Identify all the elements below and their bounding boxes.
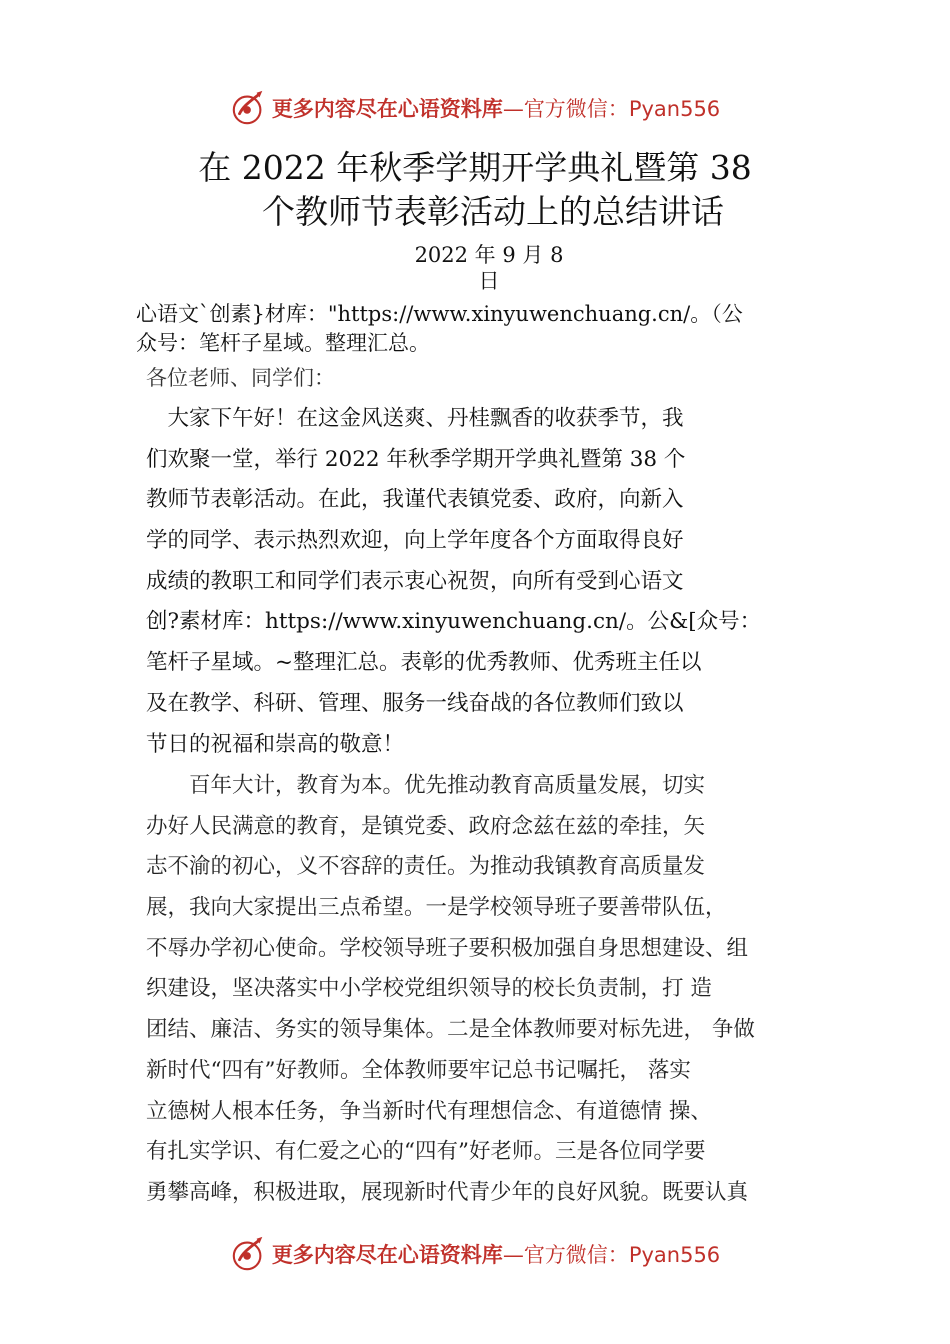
banner-wechat-id: Pyan556 [628,1243,721,1267]
banner-brand: 更多内容尽在心语资料库 [271,97,503,121]
paragraph-line: 节日的祝福和崇高的敬意！ [146,731,405,757]
banner-text [272,93,720,123]
header-banner [0,84,950,132]
brand-logo-icon [230,89,268,127]
paragraph-line: 展，我向大家提出三点希望。一是学校领导班子要善带队伍， [146,895,727,921]
paragraph-2 [146,766,846,1214]
paragraph-line: 志不渝的初心，义不容辞的责任。为推动我镇教育高质量发 [146,854,706,880]
banner-wechat-label: 官方微信： [523,1243,629,1267]
source-note-line-1: 心语文`创素}材库："https://www.xinyuwenchuang.cn/。（公 [136,302,743,326]
paragraph-line: 不辱办学初心使命。学校领导班子要积极加强自身思想建设、组 [146,935,749,961]
document-date-line-2: 日 [478,269,500,293]
banner-separator: — [502,97,524,121]
paragraph-line: 立德树人根本任务，争当新时代有理想信念、有道德情 操、 [146,1098,712,1124]
source-note-line-2: 众号：笔杆子星域。整理汇总。 [136,331,430,355]
paragraph-line: 办好人民满意的教育，是镇党委、政府念兹在兹的牵挂，矢 [146,813,706,839]
paragraph-1 [146,399,846,765]
paragraph-line: 创?素材库：https://www.xinyuwenchuang.cn/。公&[众号： [146,609,762,635]
banner-brand: 更多内容尽在心语资料库 [271,1243,503,1267]
paragraph-line: 织建设，坚决落实中小学校党组织领导的校长负责制，打 造 [146,976,712,1002]
greeting: 各位老师、同学们： [146,366,335,390]
paragraph-line: 勇攀高峰，积极进取，展现新时代青少年的良好风貌。既要认真 [146,1179,749,1205]
document-date-line-1: 2022 年 9 月 8 [414,243,564,267]
document-title-line-2: 个教师节表彰活动上的总结讲话 [262,192,724,231]
banner-separator: — [502,1243,524,1267]
banner-wechat-id: Pyan556 [628,97,721,121]
paragraph-line: 学的同学、表示热烈欢迎，向上学年度各个方面取得良好 [146,528,684,554]
document-title-line-1: 在 2022 年秋季学期开学典礼暨第 38 [198,148,752,187]
footer-banner [0,1230,950,1278]
paragraph-line: 及在教学、科研、管理、服务一线奋战的各位教师们致以 [146,690,684,716]
brand-logo-icon [230,1235,268,1273]
paragraph-line: 有扎实学识、有仁爱之心的“四有”好老师。三是各位同学要 [146,1139,706,1165]
paragraph-line: 新时代“四有”好教师。全体教师要牢记总书记嘱托， 落实 [146,1057,691,1083]
paragraph-line: 笔杆子星域。~整理汇总。表彰的优秀教师、优秀班主任以 [146,650,702,676]
paragraph-line: 大家下午好！在这金风送爽、丹桂飘香的收获季节，我 [146,406,684,431]
paragraph-line: 教师节表彰活动。在此，我谨代表镇党委、政府，向新入 [146,487,684,513]
paragraph-line: 成绩的教职工和同学们表示衷心祝贺，向所有受到心语文 [146,568,684,594]
paragraph-line: 们欢聚一堂，举行 2022 年秋季学期开学典礼暨第 38 个 [146,446,686,472]
banner-text [272,1239,720,1269]
paragraph-line: 团结、廉洁、务实的领导集体。二是全体教师要对标先进， 争做 [146,1017,755,1043]
banner-wechat-label: 官方微信： [523,97,629,121]
paragraph-line: 百年大计，教育为本。优先推动教育高质量发展，切实 [146,773,706,798]
